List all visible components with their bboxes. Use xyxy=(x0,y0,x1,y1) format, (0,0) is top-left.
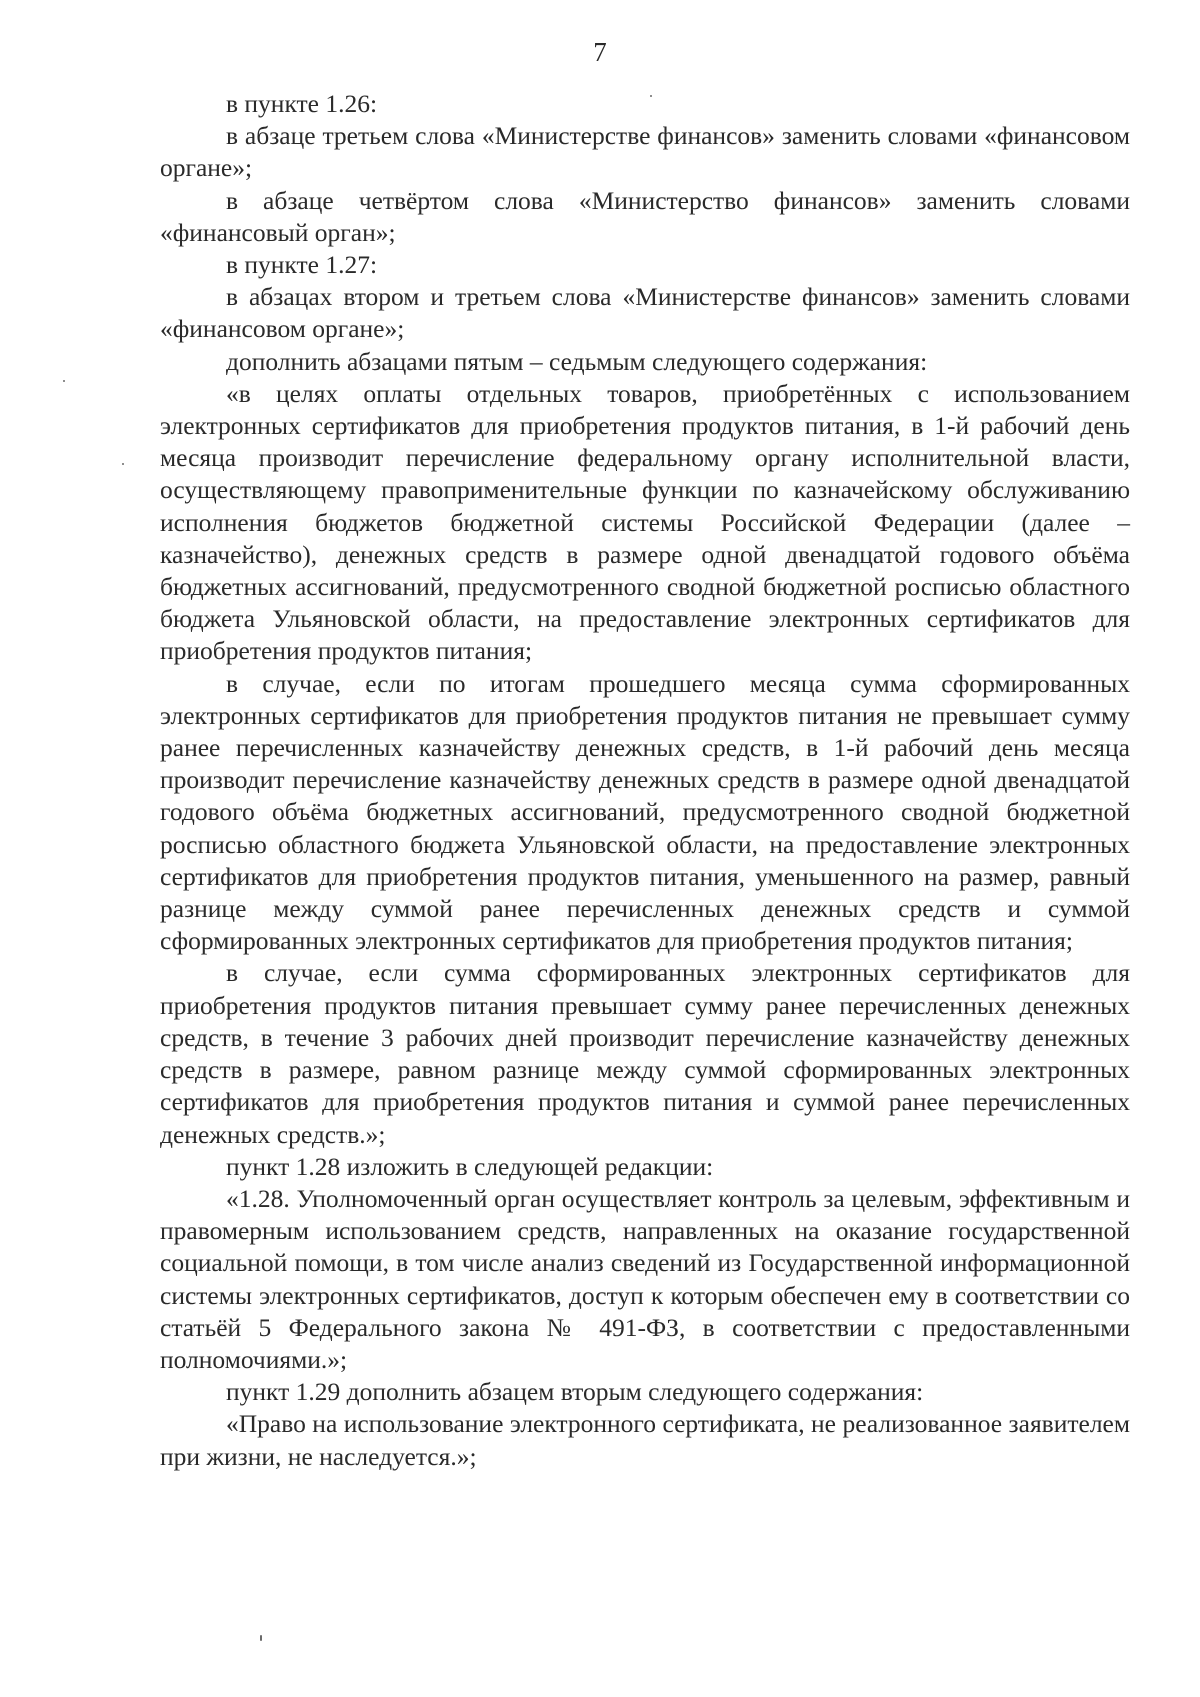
paragraph: в случае, если по итогам прошедшего месяца сумма сформированных электронных сертификатов для приобретения продуктов питания не превышает сумму ранее перечисленных казначейству денежных средств, в 1-й рабочий день месяца производит перечисление казначейству денежных средств в размере одной двенадцатой годового объёма бюджетных ассигнований, предусмотренного сводной бюджетной росписью областного бюджета Ульяновской области, на предоставление электронных сертификатов для приобретения продуктов питания, уменьшенного на размер, равный разнице между суммой ранее перечисленных денежных средств и суммой сформированных электронных сертификатов для приобретения продуктов питания; xyxy=(160,668,1130,956)
paragraph: в случае, если сумма сформированных электронных сертификатов для приобретения продуктов питания превышает сумму ранее перечисленных денежных средств, в течение 3 рабочих дней производит перечисление казначейству денежных средств в размере, равном разнице между суммой сформированных электронных сертификатов для приобретения продуктов питания и суммой ранее перечисленных денежных средств.»; xyxy=(160,958,1130,1149)
body-text xyxy=(160,88,1130,1473)
scan-speck xyxy=(122,463,124,465)
paragraph: в пункте 1.26: xyxy=(226,89,378,118)
scan-speck xyxy=(63,380,65,382)
paragraph: «в целях оплаты отдельных товаров, приобретённых с использованием электронных сертификатов для приобретения продуктов питания, в 1-й рабочий день месяца производит перечисление федеральному органу исполнительной власти, осуществляющему правоприменительные функции по казначейскому обслуживанию исполнения бюджетов бюджетной системы Российской Федерации (далее – казначейство), денежных средств в размере одной двенадцатой годового объёма бюджетных ассигнований, предусмотренного сводной бюджетной росписью областного бюджета Ульяновской области, на предоставление электронных сертификатов для приобретения продуктов питания; xyxy=(160,378,1130,666)
paragraph: дополнить абзацами пятым – седьмым следующего содержания: xyxy=(226,346,928,376)
paragraph: «1.28. Уполномоченный орган осуществляет контроль за целевым, эффективным и правомерным использованием средств, направленных на оказание государственной социальной помощи, в том числе анализ сведений из Государственной информационной системы электронных сертификатов, доступ к которым обеспечен ему в соответствии со статьёй 5 Федерального закона № 491-ФЗ, в соответствии с предоставленными полномочиями.»; xyxy=(160,1183,1130,1374)
paragraph: «Право на использование электронного сертификата, не реализованное заявителем при жизни, не наследуется.»; xyxy=(160,1409,1130,1471)
scan-speck xyxy=(260,1635,262,1641)
paragraph: в абзацах втором и третьем слова «Министерстве финансов» заменить словами «финансовом органе»; xyxy=(160,282,1130,344)
page-number: 7 xyxy=(593,37,607,67)
paragraph: пункт 1.28 изложить в следующей редакции: xyxy=(226,1151,714,1181)
paragraph: в пункте 1.27: xyxy=(226,250,378,280)
paragraph: пункт 1.29 дополнить абзацем вторым следующего содержания: xyxy=(226,1377,924,1407)
paragraph: в абзаце третьем слова «Министерстве финансов» заменить словами «финансовом органе»; xyxy=(160,121,1130,183)
paragraph: в абзаце четвёртом слова «Министерство финансов» заменить словами «финансовый орган»; xyxy=(160,185,1130,247)
